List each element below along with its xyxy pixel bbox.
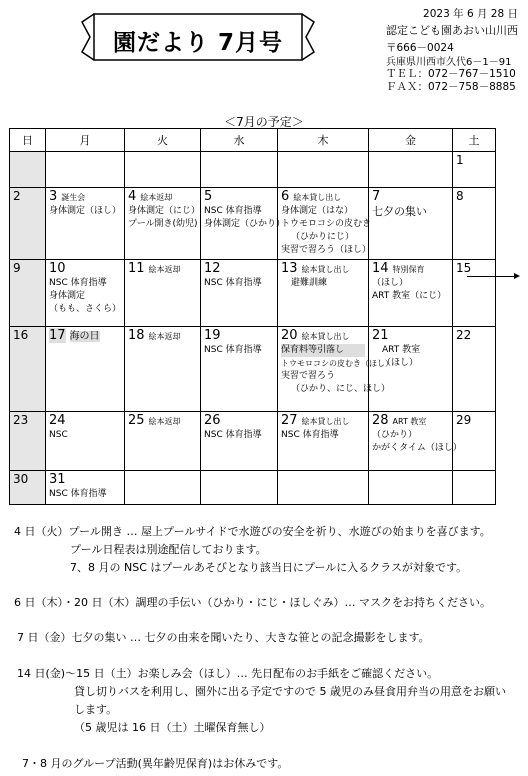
calendar-day bbox=[201, 327, 278, 412]
calendar-day bbox=[369, 188, 453, 260]
address: 兵庫県川西市久代6－1－91 bbox=[386, 57, 512, 68]
calendar-day bbox=[10, 260, 46, 327]
day-number: 2 bbox=[13, 189, 21, 203]
calendar-day bbox=[10, 412, 46, 471]
day-number: 5 bbox=[204, 189, 213, 204]
weekday-header: 日 bbox=[10, 129, 46, 152]
notice-line: 7・8 月のグループ活動(異年齢児保育)はお休みです。 bbox=[22, 757, 289, 770]
calendar-day bbox=[453, 327, 496, 412]
event-line: （ひかりにじ） bbox=[291, 232, 355, 242]
calendar-day bbox=[46, 412, 125, 471]
calendar-day bbox=[278, 152, 369, 188]
calendar-week bbox=[10, 412, 496, 471]
event-line: （もも、さくら） bbox=[49, 304, 122, 314]
org-name: 認定こども園あおい山川西 bbox=[386, 24, 518, 37]
event-line: 実習で習ろう（ほし） bbox=[281, 245, 372, 255]
calendar-day bbox=[369, 260, 453, 327]
calendar-day bbox=[201, 152, 278, 188]
calendar-day bbox=[453, 188, 496, 260]
notice-line: （5 歳児は 16 日（土）土曜保育無し） bbox=[74, 721, 271, 734]
event-line: NSC 体育指導 bbox=[204, 430, 262, 440]
calendar-day bbox=[278, 188, 372, 260]
calendar-day bbox=[46, 188, 125, 260]
day-number: 24 bbox=[49, 413, 66, 428]
event-line: ART 教室（にじ） bbox=[372, 291, 447, 301]
day-number: 28 bbox=[372, 413, 389, 428]
calendar-day bbox=[125, 152, 201, 188]
event-title: 海の日 bbox=[69, 331, 100, 342]
day-number: 8 bbox=[456, 189, 464, 203]
day-number: 10 bbox=[49, 261, 66, 276]
calendar-week bbox=[10, 327, 496, 412]
day-number: 17 bbox=[49, 328, 66, 343]
event-title: 誕生会 bbox=[61, 193, 86, 202]
calendar-title: ＜7月の予定＞ bbox=[224, 115, 304, 129]
event-line: （ひかり、にじ、ほし） bbox=[291, 384, 391, 394]
day-number: 27 bbox=[281, 413, 298, 428]
day-number: 16 bbox=[13, 328, 29, 342]
calendar-day bbox=[369, 412, 462, 471]
day-number: 3 bbox=[49, 189, 58, 204]
day-number: 23 bbox=[13, 413, 29, 427]
calendar-day bbox=[10, 327, 46, 412]
calendar-day bbox=[125, 327, 201, 412]
event-line: NSC 体育指導 bbox=[49, 489, 107, 499]
day-number: 11 bbox=[128, 261, 145, 276]
fax: ＦＡＸ：072－758－8885 bbox=[386, 81, 516, 93]
event-line: 避難訓練 bbox=[291, 278, 328, 288]
weekday-header: 火 bbox=[125, 129, 201, 152]
calendar-day bbox=[201, 412, 278, 471]
notice-line: 7 日（金）七夕の集い … 七夕の由来を聞いたり、大きな笹との記念撮影をします。 bbox=[17, 631, 430, 644]
event-line: NSC 体育指導 bbox=[204, 345, 262, 355]
event-line: NSC 体育指導 bbox=[281, 430, 339, 440]
page-title: 園だより 7月号 bbox=[112, 30, 283, 56]
weekday-header: 木 bbox=[278, 129, 369, 152]
weekday-header: 金 bbox=[369, 129, 453, 152]
event-line: 身体測定（はな） bbox=[281, 206, 354, 216]
calendar-day bbox=[278, 471, 369, 505]
calendar-day bbox=[453, 471, 496, 505]
calendar-day bbox=[201, 260, 278, 327]
day-number: 7 bbox=[372, 189, 381, 204]
notice-line: 4 日（火）プール開き … 屋上プールサイドで水遊びの安全を祈り、水遊びの始まりを喜びます。 bbox=[14, 525, 491, 538]
calendar-day bbox=[369, 152, 453, 188]
day-number: 12 bbox=[204, 261, 221, 276]
notice-line: 6 日（木）・20 日（木）調理の手伝い（ひかり・にじ・ほしぐみ）… マスクをお持ちください。 bbox=[14, 596, 491, 609]
day-number: 9 bbox=[13, 261, 21, 275]
day-number: 13 bbox=[281, 261, 298, 276]
calendar-day bbox=[125, 471, 201, 505]
calendar-day bbox=[46, 152, 125, 188]
calendar-week bbox=[10, 188, 496, 260]
day-number: 26 bbox=[204, 413, 221, 428]
calendar-day bbox=[453, 412, 496, 471]
event-line: 保育料等引落し bbox=[281, 344, 365, 357]
event-line: 身体測定（にじ） bbox=[128, 206, 201, 216]
notice-line: 14 日(金)～15 日（土）お楽しみ会（ほし）… 先日配布のお手紙をご確認ください。 bbox=[17, 667, 439, 680]
calendar-day bbox=[278, 412, 369, 471]
day-number: 1 bbox=[456, 153, 464, 167]
event-line: かがくタイム（ほし） bbox=[372, 443, 462, 453]
event-line: ART 教室 bbox=[382, 345, 421, 355]
weekday-header: 土 bbox=[453, 129, 496, 152]
event-line: 身体測定 bbox=[49, 291, 86, 301]
calendar-day bbox=[125, 188, 201, 260]
day-number: 4 bbox=[128, 189, 137, 204]
event-line: プール開き(幼児) bbox=[128, 219, 198, 229]
day-number: 20 bbox=[281, 328, 298, 343]
day-number: 15 bbox=[456, 261, 472, 275]
day-number: 29 bbox=[456, 413, 472, 427]
notice-line: プール日程表は別途配信しております。 bbox=[70, 543, 267, 556]
event-line: NSC 体育指導 bbox=[204, 278, 262, 288]
postal-code: 〒666－0024 bbox=[386, 42, 454, 54]
event-line: 実習で習ろう bbox=[281, 371, 336, 381]
calendar-day bbox=[453, 260, 496, 327]
event-title: 特別保育 bbox=[392, 265, 425, 274]
calendar-day bbox=[125, 412, 201, 471]
day-number: 30 bbox=[13, 472, 29, 486]
calendar-week bbox=[10, 152, 496, 188]
calendar-day bbox=[46, 260, 125, 327]
day-number: 6 bbox=[281, 189, 290, 204]
day-number: 31 bbox=[49, 472, 66, 487]
event-title: 絵本貸し出し bbox=[301, 265, 350, 274]
calendar-day bbox=[201, 471, 278, 505]
notice-line: します。 bbox=[74, 703, 118, 716]
event-line: NSC bbox=[49, 430, 68, 440]
weekday-header: 水 bbox=[201, 129, 278, 152]
calendar-day bbox=[125, 260, 201, 327]
calendar-table bbox=[9, 128, 496, 505]
calendar-week bbox=[10, 471, 496, 505]
notice-line: 貸し切りバスを利用し、園外に出る予定ですので 5 歳児のみ昼食用弁当の用意をお願い bbox=[74, 685, 506, 698]
event-title: 絵本返却 bbox=[148, 265, 181, 274]
calendar-day bbox=[46, 327, 125, 412]
calendar-day bbox=[278, 260, 369, 327]
calendar-week bbox=[10, 260, 496, 327]
tel: ＴＥＬ：072－767－1510 bbox=[386, 68, 516, 80]
issue-date: 2023 年 6 月 28 日 bbox=[423, 8, 518, 20]
event-title: 絵本貸し出し bbox=[301, 417, 350, 426]
event-title: 絵本返却 bbox=[140, 193, 173, 202]
day-number: 14 bbox=[372, 261, 389, 276]
calendar-day bbox=[10, 188, 46, 260]
event-line: 七夕の集い bbox=[372, 205, 427, 218]
calendar-day bbox=[10, 471, 46, 505]
event-line: トウモロコシの皮むき bbox=[281, 219, 372, 229]
day-number: 19 bbox=[204, 328, 221, 343]
event-title: ART 教室 bbox=[392, 417, 427, 426]
event-line: （ひかり） bbox=[372, 430, 418, 440]
event-line: NSC 体育指導 bbox=[49, 278, 107, 288]
event-line: （ほし） bbox=[372, 278, 409, 288]
calendar-day bbox=[201, 188, 286, 260]
calendar-day bbox=[46, 471, 125, 505]
event-title: 絵本貸し出し bbox=[293, 193, 342, 202]
day-number: 21 bbox=[372, 328, 389, 343]
event-line: （ほし） bbox=[382, 358, 419, 368]
day-number: 22 bbox=[456, 328, 472, 342]
calendar-day bbox=[10, 152, 46, 188]
event-line: 身体測定（ほし） bbox=[49, 206, 122, 216]
calendar-day bbox=[453, 152, 496, 188]
event-title: 絵本返却 bbox=[148, 332, 181, 341]
day-number: 18 bbox=[128, 328, 145, 343]
day-number: 25 bbox=[128, 413, 145, 428]
event-line: NSC 体育指導 bbox=[204, 206, 262, 216]
weekday-header: 月 bbox=[46, 129, 125, 152]
event-title: 絵本貸し出し bbox=[301, 332, 350, 341]
calendar-day bbox=[369, 471, 453, 505]
calendar-day bbox=[369, 327, 453, 412]
event-line: 身体測定（ひかり） bbox=[204, 219, 286, 229]
event-line: トウモロコシの皮むき（ほし） bbox=[281, 359, 393, 368]
event-title: 絵本返却 bbox=[148, 417, 181, 426]
title-banner bbox=[80, 12, 316, 62]
notice-line: 7、8 月の NSC はプールあそびとなり該当日にプールに入るクラスが対象です。 bbox=[70, 561, 468, 574]
